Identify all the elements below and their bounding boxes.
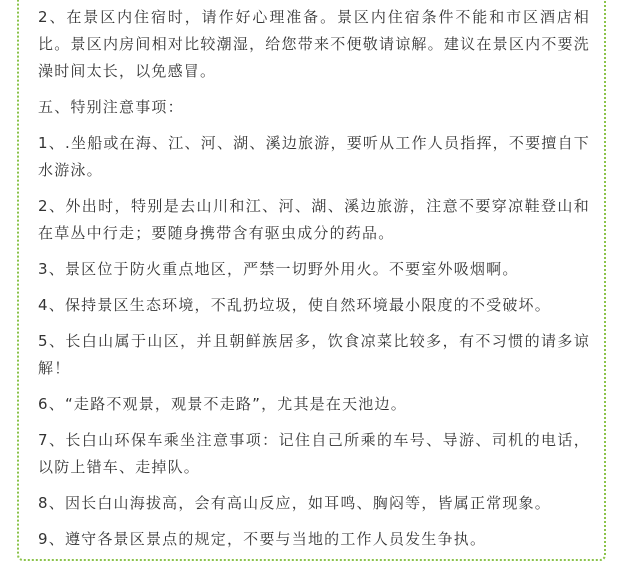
section-heading-special-notes: 五、特别注意事项：	[38, 98, 184, 116]
note-item-1: 1、.坐船或在海、江、河、湖、溪边旅游，要听从工作人员指挥，不要擅自下水游泳。	[38, 134, 590, 179]
note-item-4: 4、保持景区生态环境，不乱扔垃圾，使自然环境最小限度的不受破坏。	[38, 296, 551, 314]
note-item-2: 2、外出时，特别是去山川和江、河、湖、溪边旅游，注意不要穿凉鞋登山和在草丛中行走；要随身携带含有驱虫成分的药品。	[38, 197, 590, 242]
article-body	[38, 4, 590, 562]
note-item-5: 5、长白山属于山区，并且朝鲜族居多，饮食凉菜比较多，有不习惯的请多谅解！	[38, 332, 590, 377]
paragraph-accommodation-tip: 2、在景区内住宿时，请作好心理准备。景区内住宿条件不能和市区酒店相比。景区内房间相对比较潮湿，给您带来不便敬请谅解。建议在景区内不要洗澡时间太长，以免感冒。	[38, 8, 590, 80]
note-item-9: 9、遵守各景区景点的规定，不要与当地的工作人员发生争执。	[38, 530, 487, 548]
note-item-3: 3、景区位于防火重点地区，严禁一切野外用火。不要室外吸烟啊。	[38, 260, 519, 278]
note-item-8: 8、因长白山海拔高，会有高山反应，如耳鸣、胸闷等，皆属正常现象。	[38, 494, 551, 512]
note-item-7: 7、长白山环保车乘坐注意事项：记住自己所乘的车号、导游、司机的电话，以防上错车、走掉队。	[38, 431, 590, 476]
note-item-6: 6、“走路不观景，观景不走路”，尤其是在天池边。	[38, 395, 407, 413]
